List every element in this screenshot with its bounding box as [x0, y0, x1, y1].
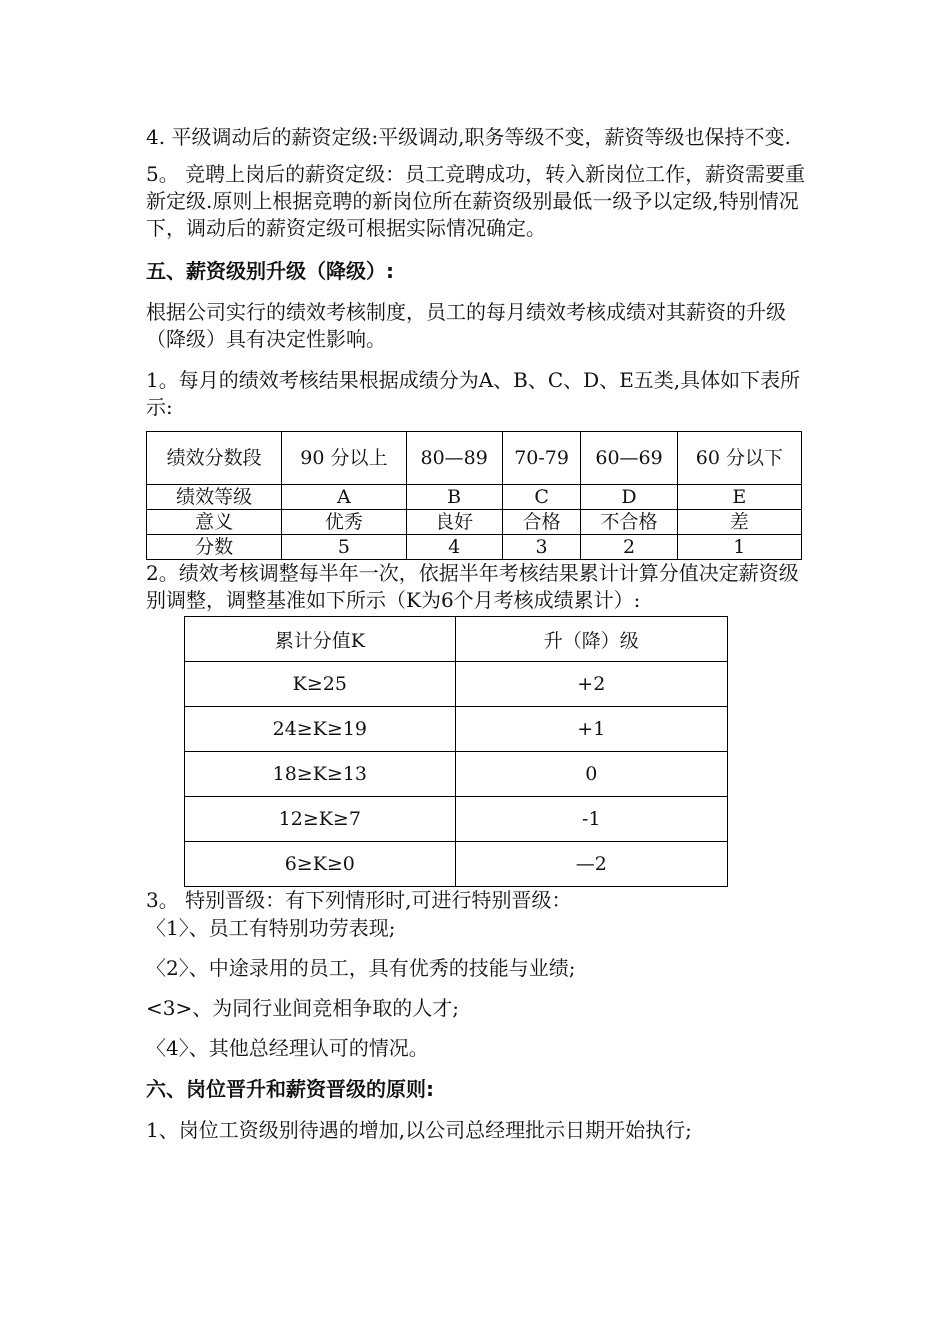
paragraph-performance-intro: 根据公司实行的绩效考核制度，员工的每月绩效考核成绩对其薪资的升级（降级）具有决定性影响。	[146, 300, 786, 351]
list-item: 〈2〉、中途录用的员工，具有优秀的技能与业绩;	[146, 956, 576, 980]
table-cell: 3	[502, 535, 581, 560]
table-cell: 2	[581, 535, 677, 560]
table-cell: 1	[677, 535, 801, 560]
table-row	[185, 797, 728, 842]
section-heading-5: 五、薪资级别升级（降级）:	[146, 259, 394, 283]
adjust-table	[184, 616, 728, 887]
table-row	[147, 432, 802, 485]
table-cell: 18≥K≥13	[185, 752, 456, 797]
table-row	[185, 707, 728, 752]
table-cell: B	[406, 485, 502, 510]
paragraph-transfer-level: 4. 平级调动后的薪资定级:平级调动,职务等级不变，薪资等级也保持不变.	[146, 125, 791, 149]
table-header-row	[185, 617, 728, 662]
table-cell: 6≥K≥0	[185, 842, 456, 887]
table-cell: 4	[406, 535, 502, 560]
table-cell: 90 分以上	[282, 432, 406, 485]
table-cell: —2	[455, 842, 727, 887]
table-row	[185, 752, 728, 797]
table-cell: 12≥K≥7	[185, 797, 456, 842]
table-row	[147, 485, 802, 510]
table-cell: 差	[677, 510, 801, 535]
table-cell: 分数	[147, 535, 282, 560]
table-header-cell: 累计分值K	[185, 617, 456, 662]
table-cell: A	[282, 485, 406, 510]
table-cell: C	[502, 485, 581, 510]
table-cell: 绩效分数段	[147, 432, 282, 485]
table-cell: 合格	[502, 510, 581, 535]
table-row	[185, 662, 728, 707]
table-cell: 60 分以下	[677, 432, 801, 485]
paragraph-competition-level: 5。 竞聘上岗后的薪资定级：员工竞聘成功，转入新岗位工作，薪资需要重新定级.原则上根据竞聘的新岗位所在薪资级别最低一级予以定级,特别情况下，调动后的薪资定级可根据实际情况确定。	[146, 162, 806, 240]
table-cell: K≥25	[185, 662, 456, 707]
table-cell: -1	[455, 797, 727, 842]
table-cell: 60—69	[581, 432, 677, 485]
paragraph-special-promotion: 3。 特别晋级：有下列情形时,可进行特别晋级：	[146, 888, 572, 912]
table-cell: 不合格	[581, 510, 677, 535]
list-item: 〈4〉、其他总经理认可的情况。	[146, 1036, 429, 1060]
table-cell: 0	[455, 752, 727, 797]
table-cell: E	[677, 485, 801, 510]
table-cell: 24≥K≥19	[185, 707, 456, 752]
document-page	[146, 124, 806, 1144]
table-cell: 70-79	[502, 432, 581, 485]
table-row	[147, 535, 802, 560]
table-cell: 良好	[406, 510, 502, 535]
table-cell: D	[581, 485, 677, 510]
table-cell: 5	[282, 535, 406, 560]
table-cell: 80—89	[406, 432, 502, 485]
table-row	[147, 510, 802, 535]
table-cell: 优秀	[282, 510, 406, 535]
paragraph-principle-1: 1、岗位工资级别待遇的增加,以公司总经理批示日期开始执行;	[146, 1118, 692, 1142]
table-cell: 意义	[147, 510, 282, 535]
paragraph-adjust-intro: 2。绩效考核调整每半年一次，依据半年考核结果累计计算分值决定薪资级别调整，调整基准如下所示（K为6个月考核成绩累计）:	[146, 561, 799, 612]
list-item: 〈1〉、员工有特别功劳表现;	[146, 916, 396, 940]
table-header-cell: 升（降）级	[455, 617, 727, 662]
grade-table	[146, 431, 802, 560]
paragraph-grade-intro: 1。每月的绩效考核结果根据成绩分为A、B、C、D、E五类,具体如下表所示:	[146, 368, 801, 419]
list-item: <3>、为同行业间竞相争取的人才;	[146, 996, 459, 1020]
section-heading-6: 六、岗位晋升和薪资晋级的原则:	[146, 1077, 434, 1101]
table-cell: 绩效等级	[147, 485, 282, 510]
table-row	[185, 842, 728, 887]
table-cell: +1	[455, 707, 727, 752]
table-cell: +2	[455, 662, 727, 707]
